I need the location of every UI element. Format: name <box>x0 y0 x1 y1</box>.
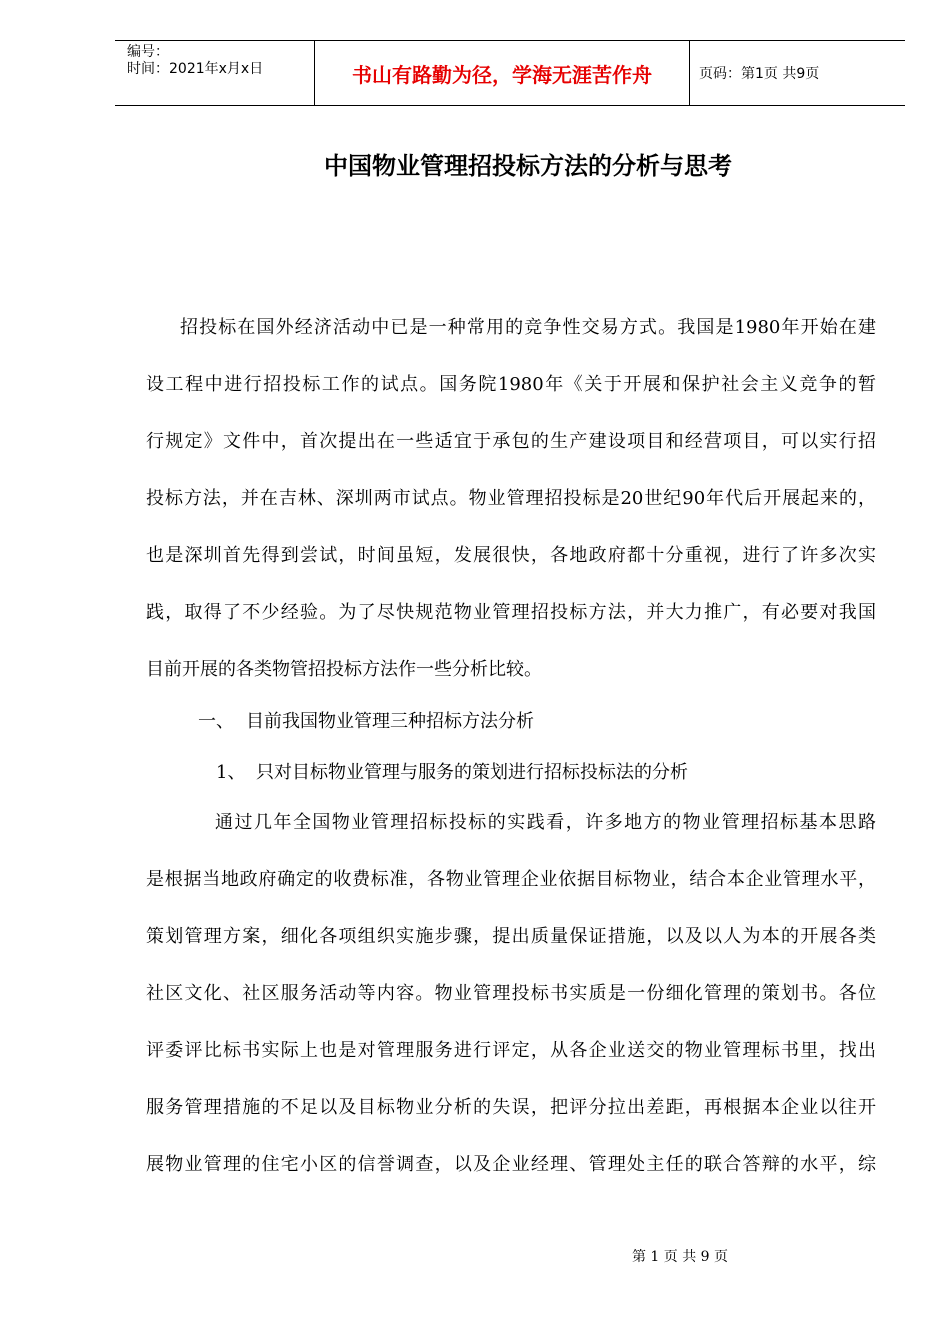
paragraph-line: 策划管理方案，细化各项组织实施步骤，提出质量保证措施，以及以人为本的开展各类 <box>146 926 876 947</box>
paragraph-line: 行规定》文件中，首次提出在一些适宜于承包的生产建设项目和经营项目，可以实行招 <box>146 431 876 452</box>
section-number: 一、 <box>198 711 234 732</box>
subsection-text: 只对目标物业管理与服务的策划进行招标投标法的分析 <box>256 762 688 783</box>
paragraph-line: 评委评比标书实际上也是对管理服务进行评定，从各企业送交的物业管理标书里，找出 <box>146 1040 876 1061</box>
paragraph-line: 社区文化、社区服务活动等内容。物业管理投标书实质是一份细化管理的策划书。各位 <box>146 983 876 1004</box>
paragraph-line: 目前开展的各类物管招投标方法作一些分析比较。 <box>146 659 542 680</box>
page-footer: 第 1 页 共 9 页 <box>631 1249 729 1265</box>
subsection-heading <box>216 758 688 784</box>
page-info: 页码：第1页 共9页 <box>699 66 820 82</box>
page-header <box>115 40 905 106</box>
paragraph-line: 展物业管理的住宅小区的信誉调查，以及企业经理、管理处主任的联合答辩的水平，综 <box>146 1154 876 1175</box>
paragraph-line: 通过几年全国物业管理招标投标的实践看，许多地方的物业管理招标基本思路 <box>215 812 876 833</box>
header-meta-cell <box>115 41 315 105</box>
paragraph-line: 也是深圳首先得到尝试，时间虽短，发展很快，各地政府都十分重视，进行了许多次实 <box>146 545 876 566</box>
serial-label: 编号： <box>127 44 169 60</box>
paragraph-line: 是根据当地政府确定的收费标准，各物业管理企业依据目标物业，结合本企业管理水平， <box>146 869 876 890</box>
paragraph-line: 践，取得了不少经验。为了尽快规范物业管理招投标方法，并大力推广，有必要对我国 <box>146 602 876 623</box>
section-text: 目前我国物业管理三种招标方法分析 <box>246 711 534 732</box>
document-title: 中国物业管理招投标方法的分析与思考 <box>324 152 732 180</box>
motto-text: 书山有路勤为径，学海无涯苦作舟 <box>352 62 652 87</box>
header-motto-cell <box>315 41 690 105</box>
paragraph-line: 服务管理措施的不足以及目标物业分析的失误，把评分拉出差距，再根据本企业以往开 <box>146 1097 876 1118</box>
paragraph-line: 招投标在国外经济活动中已是一种常用的竞争性交易方式。我国是1980年开始在建 <box>180 317 876 338</box>
section-heading <box>198 707 534 733</box>
header-page-cell <box>690 41 905 105</box>
subsection-number: 1、 <box>216 762 246 783</box>
paragraph-line: 投标方法，并在吉林、深圳两市试点。物业管理招投标是20世纪90年代后开展起来的， <box>146 488 876 509</box>
time-label: 时间：2021年x月x日 <box>127 61 264 77</box>
paragraph-line: 设工程中进行招投标工作的试点。国务院1980年《关于开展和保护社会主义竞争的暂 <box>146 374 876 395</box>
